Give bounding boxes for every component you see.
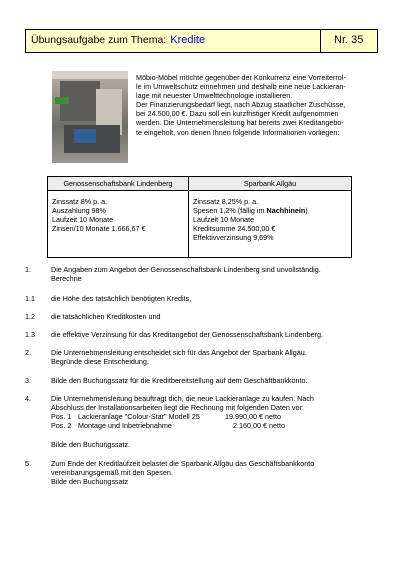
bank2-details: Zinssatz 8,25% p. a. Spesen 1,2% (fällig im Nachhinein) Laufzeit 10 Monate Kreditsumme 24.500,00 € Effektivverzinsung 9,69% xyxy=(189,191,352,258)
offers-table xyxy=(47,176,352,258)
header-divider xyxy=(320,30,321,52)
bank1-details: Zinssatz 8% p. a. Auszahlung 98% Laufzeit 10 Monate Zinsen/10 Monate 1.666,67 € xyxy=(48,191,189,258)
bank2-header: Sparbank Allgäu xyxy=(189,177,352,191)
worksheet-header xyxy=(25,29,378,53)
header-topic: Kredite xyxy=(170,34,206,46)
bank1-header: Genossenschaftsbank Lindenberg xyxy=(48,177,189,191)
intro-paragraph: Möbio-Möbel möchte gegenüber der Konkurrenz eine Vorreiterrol- le im Umweltschutz einnehmen und deshalb eine neue Lackieran- lage mit neuester Umwelttechnologie installieren. Der Finanzierungsbedarf liegt, nach Abzug staatlicher Zuschüsse, bei 24.500,00 €. Dazu soll ein kurzfristiger Kredit aufgenommen werden. Die Unternehmensleitung hat bereits zwei Kreditangebo- te eingeholt, von denen Ihnen folgende Informationen vorliegen: xyxy=(136,73,346,137)
header-title: Übungsaufgabe zum Thema: Kredite xyxy=(31,34,206,46)
header-number: Nr. 35 xyxy=(334,34,364,46)
machine-photo xyxy=(52,71,128,163)
